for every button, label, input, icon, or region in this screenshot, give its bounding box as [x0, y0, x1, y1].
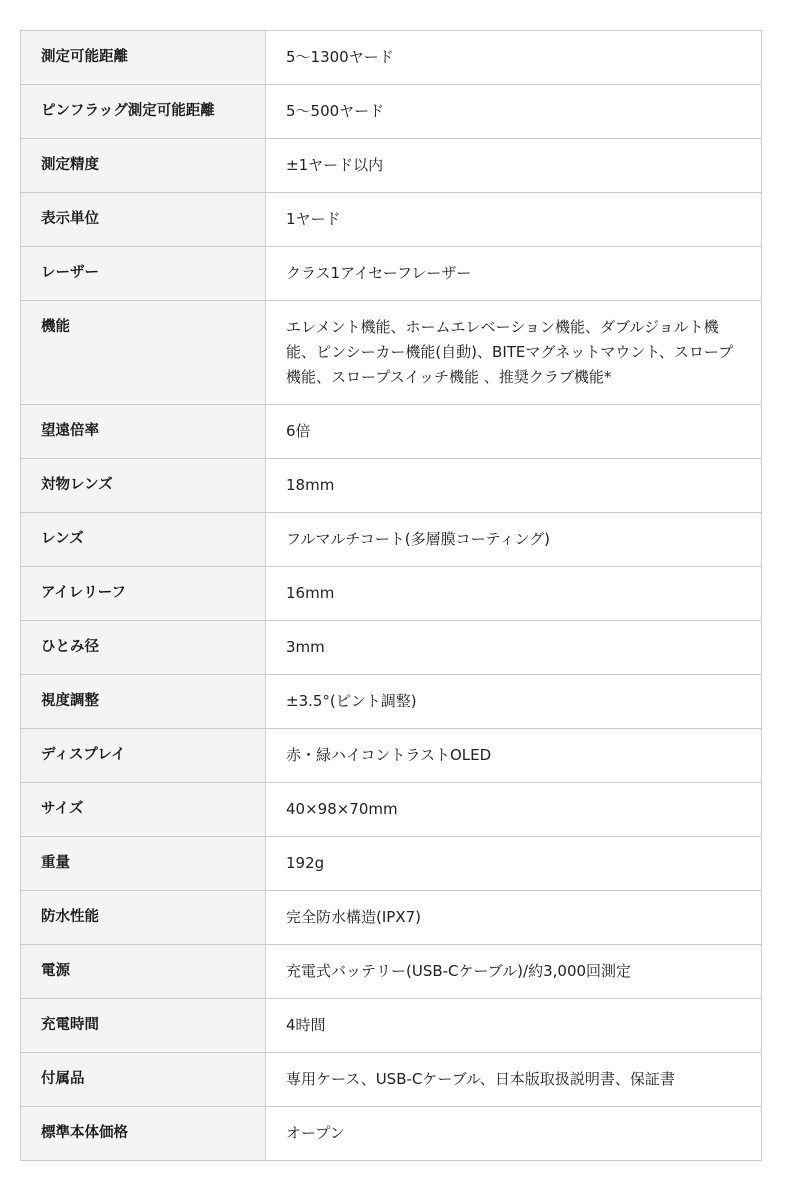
spec-row-display	[21, 729, 762, 783]
spec-value: 4時間	[266, 999, 762, 1053]
spec-value: フルマルチコート(多層膜コーティング)	[266, 513, 762, 567]
spec-row-charge-time	[21, 999, 762, 1053]
spec-label: ピンフラッグ測定可能距離	[21, 85, 266, 139]
spec-label: 重量	[21, 837, 266, 891]
spec-row-eye-relief	[21, 567, 762, 621]
spec-label: 付属品	[21, 1053, 266, 1107]
spec-row-power	[21, 945, 762, 999]
spec-label: 機能	[21, 301, 266, 405]
spec-row-weight	[21, 837, 762, 891]
spec-row-pin-range	[21, 85, 762, 139]
spec-row-diopter	[21, 675, 762, 729]
spec-value: 6倍	[266, 405, 762, 459]
spec-label: ディスプレイ	[21, 729, 266, 783]
spec-row-range	[21, 31, 762, 85]
spec-label: 標準本体価格	[21, 1107, 266, 1161]
spec-value: 1ヤード	[266, 193, 762, 247]
spec-row-accessories	[21, 1053, 762, 1107]
spec-value: 専用ケース、USB-Cケーブル、日本版取扱説明書、保証書	[266, 1053, 762, 1107]
spec-label: レンズ	[21, 513, 266, 567]
spec-row-size	[21, 783, 762, 837]
spec-label: 測定可能距離	[21, 31, 266, 85]
spec-label: 電源	[21, 945, 266, 999]
spec-value: 赤・緑ハイコントラストOLED	[266, 729, 762, 783]
spec-value: 充電式バッテリー(USB-Cケーブル)/約3,000回測定	[266, 945, 762, 999]
spec-row-accuracy	[21, 139, 762, 193]
spec-row-exit-pupil	[21, 621, 762, 675]
spec-row-display-unit	[21, 193, 762, 247]
spec-row-objective-lens	[21, 459, 762, 513]
spec-table	[20, 30, 762, 1161]
spec-value: ±3.5°(ピント調整)	[266, 675, 762, 729]
spec-value: クラス1アイセーフレーザー	[266, 247, 762, 301]
spec-value: 5〜500ヤード	[266, 85, 762, 139]
spec-row-features	[21, 301, 762, 405]
spec-label: 測定精度	[21, 139, 266, 193]
spec-value: オープン	[266, 1107, 762, 1161]
spec-value: 完全防水構造(IPX7)	[266, 891, 762, 945]
spec-row-laser	[21, 247, 762, 301]
spec-label: アイレリーフ	[21, 567, 266, 621]
spec-value: エレメント機能、ホームエレベーション機能、ダブルジョルト機能、ピンシーカー機能(自動)、BITEマグネットマウント、スロープ機能、スロープスイッチ機能 、推奨クラブ機能*	[266, 301, 762, 405]
spec-label: レーザー	[21, 247, 266, 301]
spec-row-magnification	[21, 405, 762, 459]
spec-value: 192g	[266, 837, 762, 891]
spec-label: 対物レンズ	[21, 459, 266, 513]
spec-label: 充電時間	[21, 999, 266, 1053]
spec-value: 40×98×70mm	[266, 783, 762, 837]
spec-value: 3mm	[266, 621, 762, 675]
spec-label: 防水性能	[21, 891, 266, 945]
spec-label: ひとみ径	[21, 621, 266, 675]
spec-value: 16mm	[266, 567, 762, 621]
spec-row-price	[21, 1107, 762, 1161]
spec-value: 5〜1300ヤード	[266, 31, 762, 85]
spec-value: ±1ヤード以内	[266, 139, 762, 193]
spec-label: 視度調整	[21, 675, 266, 729]
spec-label: 表示単位	[21, 193, 266, 247]
spec-row-waterproof	[21, 891, 762, 945]
spec-label: サイズ	[21, 783, 266, 837]
spec-value: 18mm	[266, 459, 762, 513]
spec-label: 望遠倍率	[21, 405, 266, 459]
spec-row-lens	[21, 513, 762, 567]
